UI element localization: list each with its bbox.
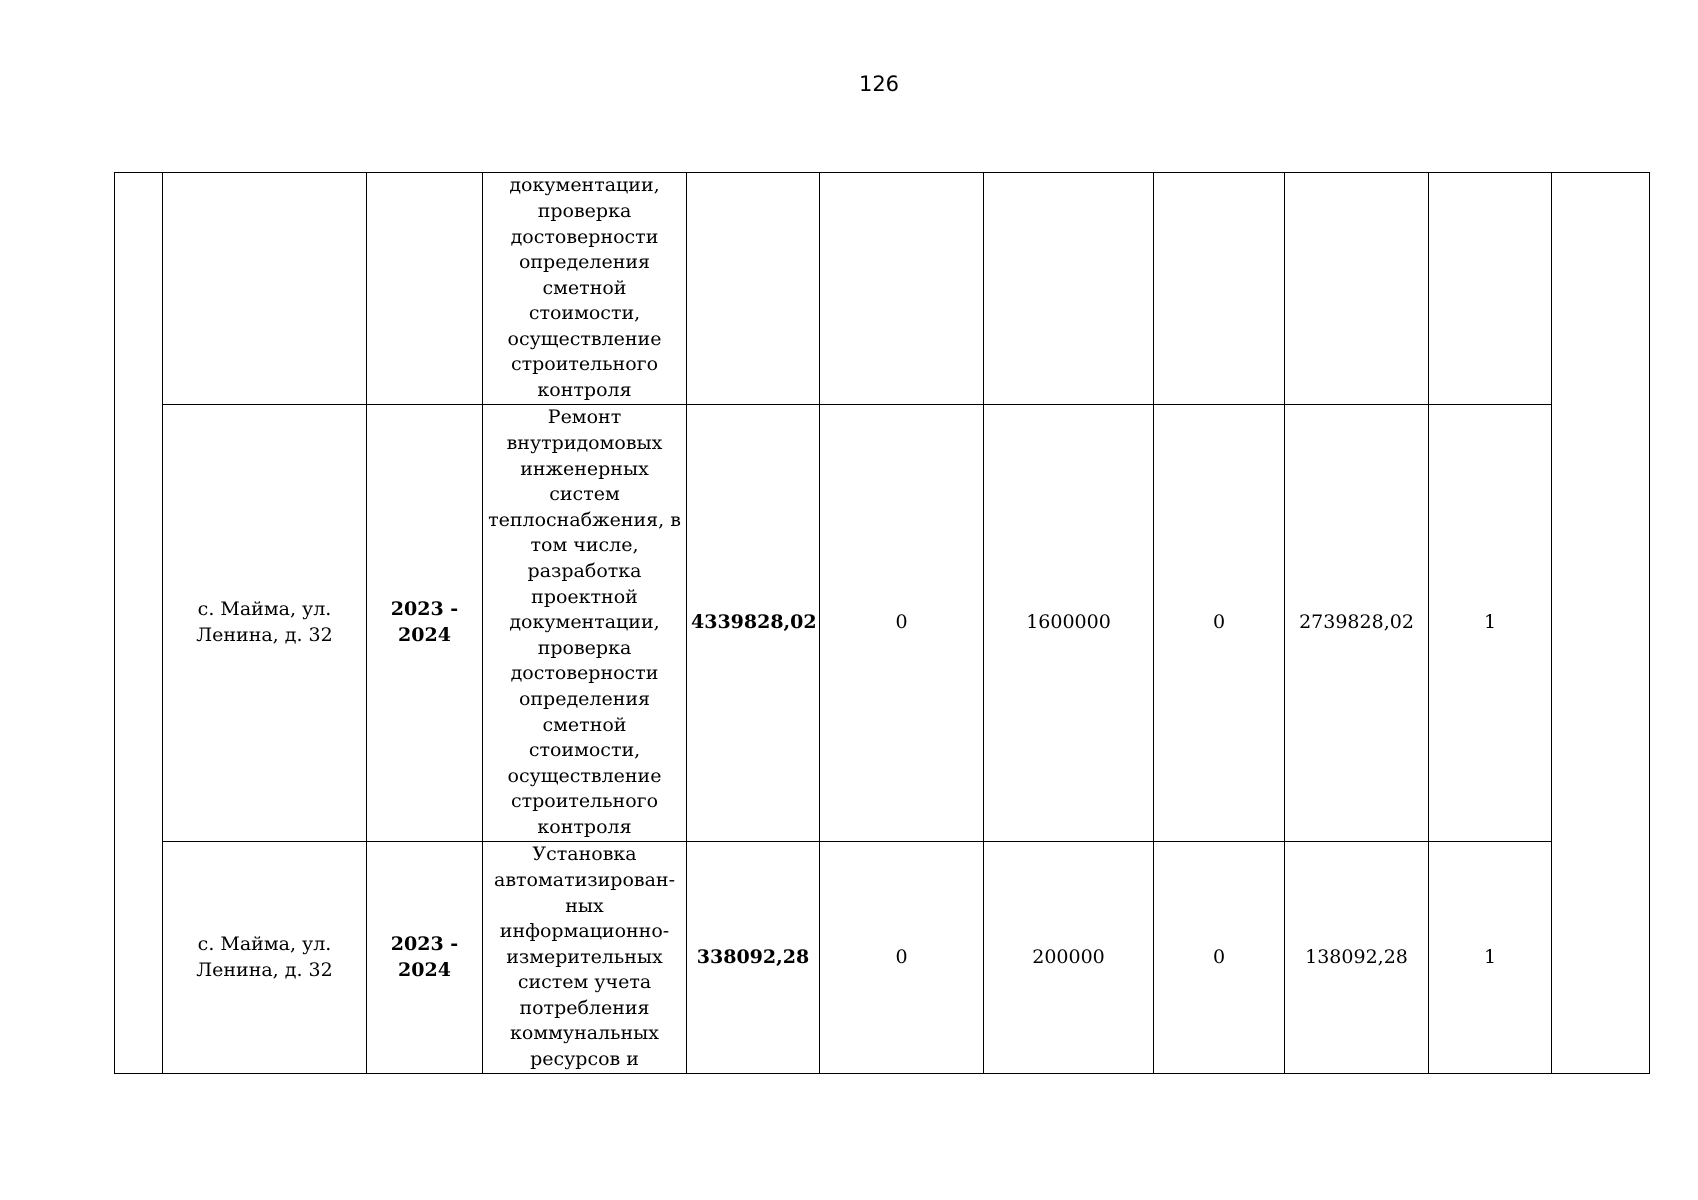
cost-cell: 0	[820, 405, 984, 842]
cost-cell	[1154, 173, 1285, 405]
total-cost-cell: 4339828,02	[687, 405, 820, 842]
work-description-cell: документации, проверка достоверности определения сметной стоимости, осуществление строительного контроля	[483, 173, 687, 405]
total-cost-cell: 338092,28	[687, 842, 820, 1074]
cost-cell: 0	[820, 842, 984, 1074]
cost-cell: 0	[1154, 405, 1285, 842]
cost-cell: 200000	[984, 842, 1154, 1074]
table-row	[115, 405, 1650, 842]
cost-cell: 2739828,02	[1285, 405, 1429, 842]
cost-cell	[820, 173, 984, 405]
data-table	[114, 172, 1650, 1074]
cost-cell: 1600000	[984, 405, 1154, 842]
total-cost-cell	[687, 173, 820, 405]
work-description-cell: Ремонт внутридомовых инженерных систем теплоснабжения, в том числе, разработка проектной документации, проверка достоверности определения сметной стоимости, осуществление строительного контроля	[483, 405, 687, 842]
row-number-cell	[115, 173, 163, 1074]
address-cell: с. Майма, ул. Ленина, д. 32	[163, 405, 367, 842]
work-description-cell: Установка автоматизирован- ных информационно- измерительных систем учета потребления коммунальных ресурсов и	[483, 842, 687, 1074]
table-row	[115, 842, 1650, 1074]
count-cell: 1	[1429, 405, 1552, 842]
page-number: 126	[858, 72, 900, 96]
address-cell: с. Майма, ул. Ленина, д. 32	[163, 842, 367, 1074]
cost-cell: 138092,28	[1285, 842, 1429, 1074]
cost-cell	[1285, 173, 1429, 405]
table-row	[115, 173, 1650, 405]
cost-cell	[984, 173, 1154, 405]
last-column-cell	[1552, 173, 1650, 1074]
period-cell: 2023 - 2024	[367, 842, 483, 1074]
period-cell: 2023 - 2024	[367, 405, 483, 842]
count-cell	[1429, 173, 1552, 405]
address-cell	[163, 173, 367, 405]
cost-cell: 0	[1154, 842, 1285, 1074]
count-cell: 1	[1429, 842, 1552, 1074]
period-cell	[367, 173, 483, 405]
